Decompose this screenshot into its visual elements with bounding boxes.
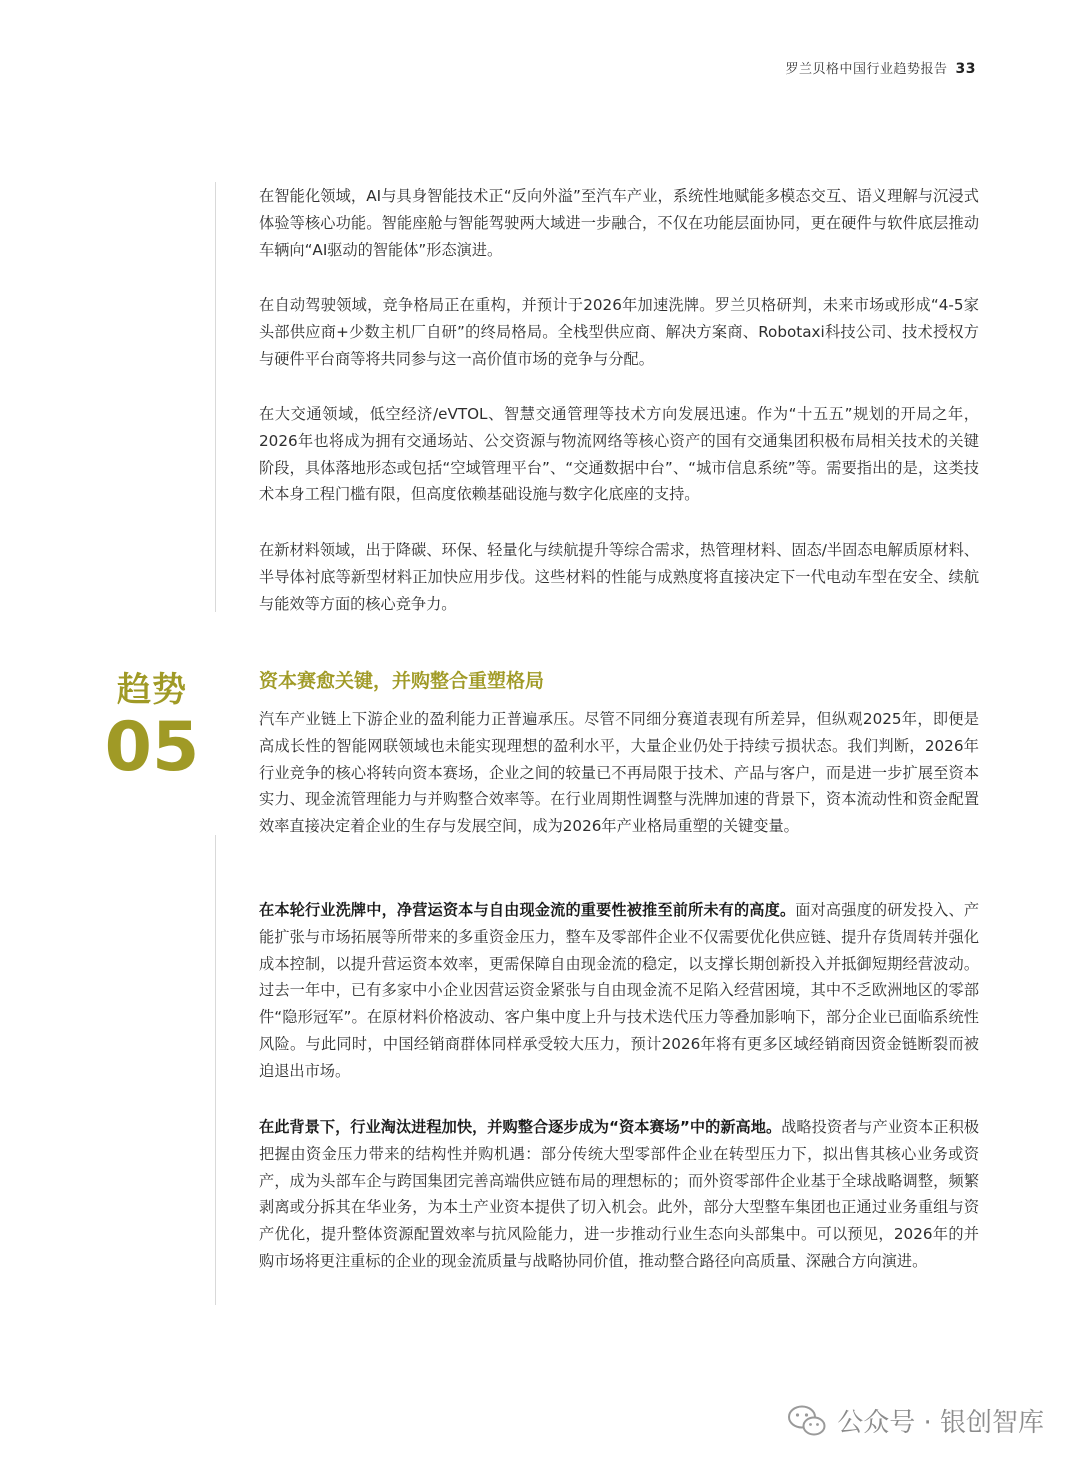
wechat-icon bbox=[787, 1404, 827, 1438]
paragraph-mergers-body: 战略投资者与产业资本正积极把握由资金压力带来的结构性并购机遇：部分传统大型零部件企业在转型压力下，拟出售其核心业务或资产，成为头部车企与跨国集团完善高端供应链布局的理想标的；而外资零部件企业基于全球战略调整，频繁剥离或分拆其在华业务，为本土产业资本提供了切入机会。此外，部分大型整车集团也正通过业务重组与资产优化，提升整体资源配置效率与抗风险能力，进一步推动行业生态向头部集中。可以预见，2026年的并购市场将更注重标的企业的现金流质量与战略协同价值，推动整合路径向高质量、深融合方向演进。 bbox=[259, 1118, 980, 1270]
paragraph-working-capital-lead: 在本轮行业洗牌中，净营运资本与自由现金流的重要性被推至前所未有的高度。 bbox=[259, 901, 796, 919]
trend-label: 趋势 bbox=[117, 670, 187, 710]
divider-line-bottom bbox=[215, 835, 216, 1305]
section-title: 资本赛愈关键，并购整合重塑格局 bbox=[259, 670, 545, 692]
paragraph-profitability: 汽车产业链上下游企业的盈利能力正普遍承压。尽管不同细分赛道表现有所差异，但纵观2025年，即便是高成长性的智能网联领域也未能实现理想的盈利水平，大量企业仍处于持续亏损状态。我们判断，2026年行业竞争的核心将转向资本赛场，企业之间的较量已不再局限于技术、产品与客户，而是进一步扩展至资本实力、现金流管理能力与并购整合效率等。在行业周期性调整与洗牌加速的背景下，资本流动性和资金配置效率直接决定着企业的生存与发展空间，成为2026年产业格局重塑的关键变量。 bbox=[259, 710, 979, 836]
trend-number: 05 bbox=[104, 708, 200, 787]
page-number: 33 bbox=[955, 61, 976, 77]
paragraph-mergers bbox=[259, 1114, 979, 1275]
watermark-text: 公众号 · 银创智库 bbox=[837, 1408, 1044, 1438]
report-title: 罗兰贝格中国行业趋势报告 bbox=[785, 62, 948, 77]
paragraph-transportation: 在大交通领域，低空经济/eVTOL、智慧交通管理等技术方向发展迅速。作为“十五五”规划的开局之年，2026年也将成为拥有交通场站、公交资源与物流网络等核心资产的国有交通集团积极布局相关技术的关键阶段，具体落地形态或包括“空域管理平台”、“交通数据中台”、“城市信息系统”等。需要指出的是，这类技术本身工程门槛有限，但高度依赖基础设施与数字化底座的支持。 bbox=[259, 405, 979, 504]
paragraph-working-capital bbox=[259, 897, 979, 1085]
paragraph-working-capital-body: 面对高强度的研发投入、产能扩张与市场拓展等所带来的多重资金压力，整车及零部件企业不仅需要优化供应链、提升存货周转并强化成本控制，以提升营运资本效率，更需保障自由现金流的稳定，以支撑长期创新投入并抵御短期经营波动。过去一年中，已有多家中小企业因营运资金紧张与自由现金流不足陷入经营困境，其中不乏欧洲地区的零部件“隐形冠军”。在原材料价格波动、客户集中度上升与技术迭代压力等叠加影响下，部分企业已面临系统性风险。与此同时，中国经销商群体同样承受较大压力，预计2026年将有更多区域经销商因资金链断裂而被迫退出市场。 bbox=[259, 901, 980, 1080]
paragraph-intelligence: 在智能化领域，AI与具身智能技术正“反向外溢”至汽车产业，系统性地赋能多模态交互、语义理解与沉浸式体验等核心功能。智能座舱与智能驾驶两大域进一步融合，不仅在功能层面协同，更在硬件与软件底层推动车辆向“AI驱动的智能体”形态演进。 bbox=[259, 187, 979, 259]
paragraph-mergers-lead: 在此背景下，行业淘汰进程加快，并购整合逐步成为“资本赛场”中的新高地。 bbox=[259, 1118, 782, 1136]
page-header bbox=[786, 58, 977, 77]
divider-line-top bbox=[215, 182, 216, 612]
paragraph-new-materials: 在新材料领域，出于降碳、环保、轻量化与续航提升等综合需求，热管理材料、固态/半固态电解质原材料、半导体衬底等新型材料正加快应用步伐。这些材料的性能与成熟度将直接决定下一代电动车型在安全、续航与能效等方面的核心竞争力。 bbox=[259, 541, 979, 613]
paragraph-autonomous-driving: 在自动驾驶领域，竞争格局正在重构，并预计于2026年加速洗牌。罗兰贝格研判，未来市场或形成“4-5家头部供应商+少数主机厂自研”的终局格局。全栈型供应商、解决方案商、Robotaxi科技公司、技术授权方与硬件平台商等将共同参与这一高价值市场的竞争与分配。 bbox=[259, 296, 979, 368]
watermark bbox=[787, 1402, 1044, 1439]
